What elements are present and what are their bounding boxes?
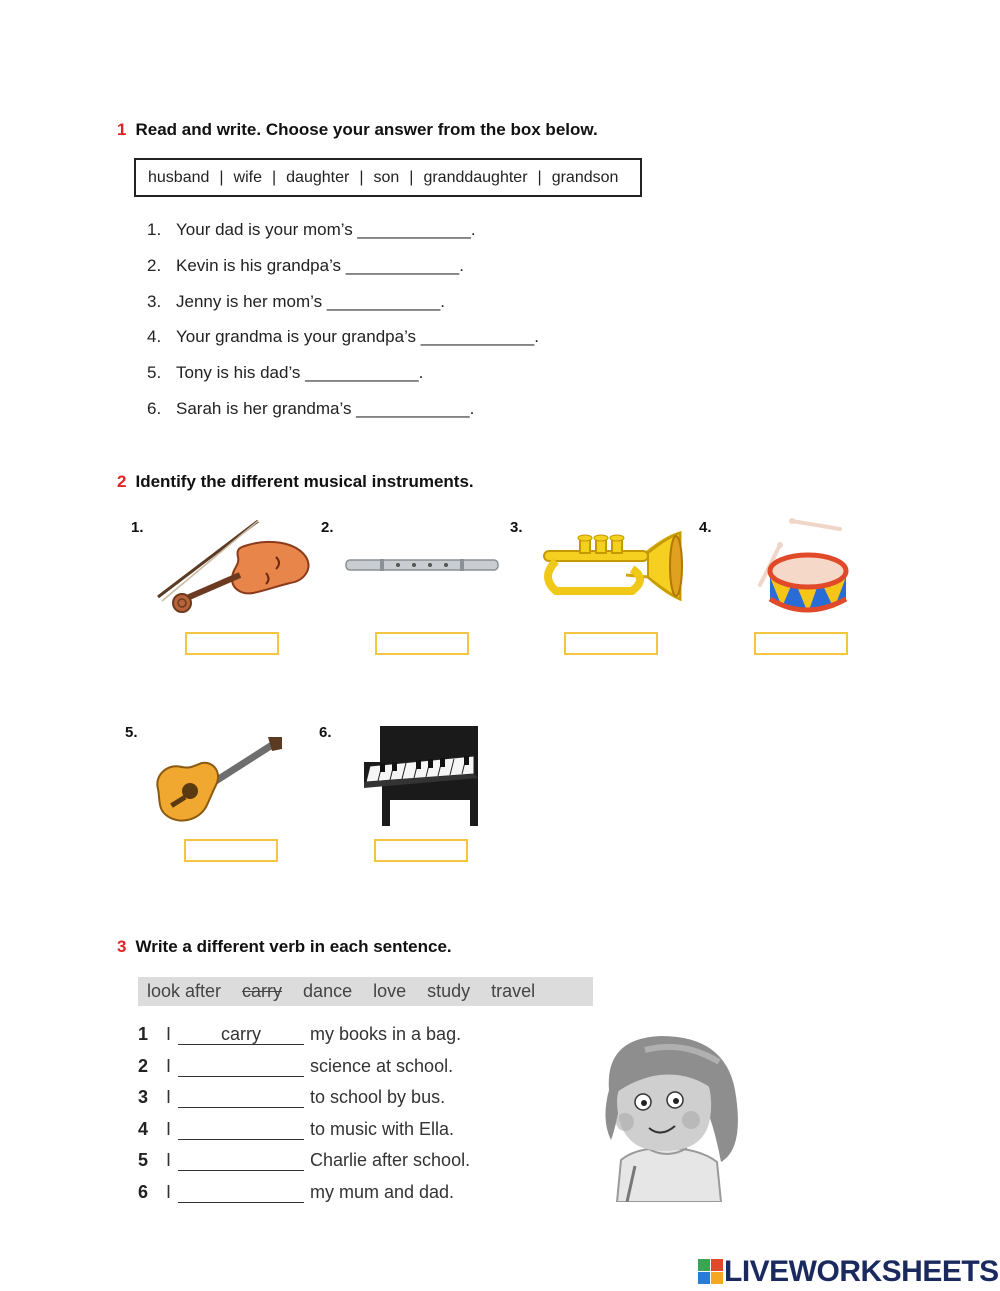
- word-box-separator: |: [219, 168, 224, 186]
- word-box-item: son: [373, 168, 400, 186]
- question-1: [147, 220, 476, 240]
- instrument-number: 4.: [699, 519, 712, 536]
- sentence-rest: Charlie after school.: [310, 1150, 471, 1170]
- question-number: 6.: [147, 399, 162, 418]
- sentence-1: [138, 1024, 461, 1050]
- sentence-subject: I: [166, 1056, 172, 1076]
- word-box-separator: |: [409, 168, 414, 186]
- live-logo-icon: [698, 1259, 724, 1285]
- drum-icon: [750, 515, 850, 620]
- answer-blank[interactable]: [178, 1087, 304, 1108]
- question-number: 5.: [147, 363, 162, 382]
- section-1-number: 1: [117, 120, 127, 139]
- sentence-rest: science at school.: [310, 1056, 454, 1076]
- answer-box-6[interactable]: [374, 839, 468, 862]
- section-3-instruction: Write a different verb in each sentence.: [135, 937, 452, 956]
- sentence-subject: I: [166, 1150, 172, 1170]
- sentence-subject: I: [166, 1182, 172, 1202]
- word-box-item: grandson: [551, 168, 619, 186]
- girl-illustration: [595, 1030, 755, 1202]
- verb-option: love: [373, 981, 407, 1001]
- word-box-item: husband: [148, 168, 210, 186]
- question-number: 2.: [147, 256, 162, 275]
- liveworksheets-logo: [698, 1255, 999, 1289]
- word-box: [134, 158, 642, 197]
- flute-icon: [342, 555, 502, 577]
- verb-option: look after: [147, 981, 222, 1001]
- question-number: 3.: [147, 292, 162, 311]
- sentence-number: 6: [138, 1182, 149, 1202]
- logo-text: LIVEWORKSHEETS: [724, 1255, 999, 1288]
- question-2: [147, 256, 464, 276]
- instrument-number: 2.: [321, 519, 334, 536]
- sentence-6: [138, 1182, 454, 1208]
- sentence-number: 5: [138, 1150, 149, 1170]
- sentence-rest: to school by bus.: [310, 1087, 446, 1107]
- sentence-rest: my mum and dad.: [310, 1182, 455, 1202]
- word-box-separator: |: [537, 168, 542, 186]
- verb-option: travel: [491, 981, 536, 1001]
- question-6: [147, 399, 474, 419]
- sentence-3: [138, 1087, 445, 1113]
- question-text: Your grandma is your grandpa’s ____________.: [176, 327, 539, 346]
- section-2-title: [117, 472, 474, 492]
- sentence-2: [138, 1056, 453, 1082]
- question-text: Kevin is his grandpa’s ____________.: [176, 256, 464, 275]
- word-box-separator: |: [272, 168, 277, 186]
- answer-blank[interactable]: [178, 1056, 304, 1077]
- section-2-instruction: Identify the different musical instruments.: [135, 472, 474, 491]
- sentence-rest: my books in a bag.: [310, 1024, 462, 1044]
- word-box-item: granddaughter: [423, 168, 528, 186]
- answer-blank[interactable]: [178, 1182, 304, 1203]
- question-number: 4.: [147, 327, 162, 346]
- question-5: [147, 363, 423, 383]
- word-box-separator: |: [359, 168, 364, 186]
- answer-box-5[interactable]: [184, 839, 278, 862]
- section-2-number: 2: [117, 472, 127, 491]
- verb-option-struck: carry: [242, 981, 283, 1001]
- question-3: [147, 292, 445, 312]
- answer-blank[interactable]: [178, 1024, 304, 1045]
- answer-blank[interactable]: [178, 1150, 304, 1171]
- violin-icon: [150, 515, 315, 615]
- piano-icon: [360, 722, 485, 827]
- example-answer: carry: [221, 1024, 261, 1044]
- guitar-icon: [150, 733, 285, 825]
- question-text: Tony is his dad’s ____________.: [176, 363, 424, 382]
- answer-box-1[interactable]: [185, 632, 279, 655]
- instrument-number: 5.: [125, 724, 138, 741]
- sentence-subject: I: [166, 1024, 172, 1044]
- sentence-number: 1: [138, 1024, 149, 1044]
- question-number: 1.: [147, 220, 162, 239]
- instrument-number: 6.: [319, 724, 332, 741]
- trumpet-icon: [536, 527, 686, 607]
- section-1-instruction: Read and write. Choose your answer from the box below.: [135, 120, 598, 139]
- sentence-subject: I: [166, 1087, 172, 1107]
- verb-option: dance: [303, 981, 353, 1001]
- sentence-number: 2: [138, 1056, 149, 1076]
- section-1-title: [117, 120, 598, 140]
- word-box-item: wife: [233, 168, 262, 186]
- sentence-4: [138, 1119, 454, 1145]
- sentence-subject: I: [166, 1119, 172, 1139]
- section-3-number: 3: [117, 937, 127, 956]
- sentence-number: 4: [138, 1119, 149, 1139]
- answer-blank[interactable]: [178, 1119, 304, 1140]
- question-4: [147, 327, 539, 347]
- answer-box-4[interactable]: [754, 632, 848, 655]
- verb-option: study: [427, 981, 471, 1001]
- answer-box-3[interactable]: [564, 632, 658, 655]
- sentence-number: 3: [138, 1087, 149, 1107]
- answer-box-2[interactable]: [375, 632, 469, 655]
- sentence-rest: to music with Ella.: [310, 1119, 455, 1139]
- instrument-number: 3.: [510, 519, 523, 536]
- question-text: Your dad is your mom’s ____________.: [176, 220, 476, 239]
- question-text: Sarah is her grandma’s ____________.: [176, 399, 475, 418]
- verb-box: [138, 977, 593, 1006]
- section-3-title: [117, 937, 452, 957]
- sentence-5: [138, 1150, 470, 1176]
- question-text: Jenny is her mom’s ____________.: [176, 292, 446, 311]
- word-box-item: daughter: [286, 168, 350, 186]
- instrument-number: 1.: [131, 519, 144, 536]
